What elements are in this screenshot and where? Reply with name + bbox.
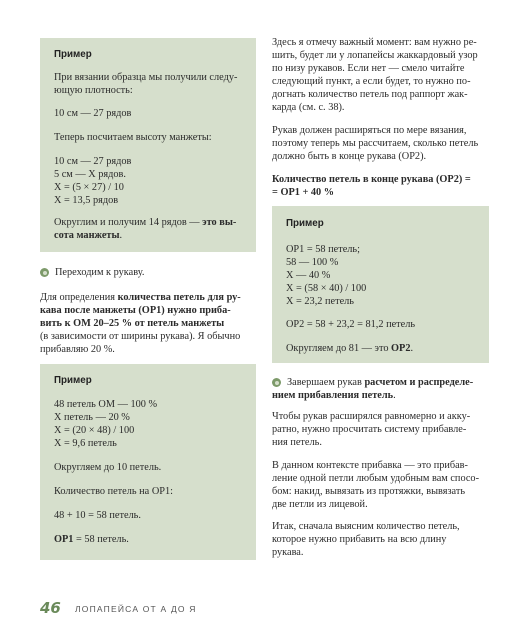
text-line bbox=[40, 291, 241, 304]
bold-text: это вы- bbox=[202, 217, 237, 228]
text-line: Количество петель на ОР1: bbox=[54, 486, 173, 497]
text-span: . bbox=[393, 390, 396, 401]
text-line: шить, будет ли у лопапейсы жаккардовый узор bbox=[272, 50, 478, 61]
text-line: Здесь я отмечу важный момент: вам нужно ре- bbox=[272, 37, 477, 48]
text-line: Х = (20 × 48) / 100 bbox=[54, 425, 135, 436]
text-span: Для определения bbox=[40, 292, 118, 303]
bullet-icon bbox=[40, 268, 49, 277]
text-line: Х = (5 × 27) / 10 bbox=[54, 182, 124, 193]
bold-text: нием прибавления петель bbox=[272, 390, 394, 401]
text-line: рукава. bbox=[272, 547, 304, 558]
text-line: ния петель. bbox=[272, 437, 322, 448]
text-line bbox=[54, 216, 236, 229]
text-line: Теперь посчитаем высоту манжеты: bbox=[54, 132, 212, 143]
text-line bbox=[286, 342, 413, 355]
text-line: Х = 9,6 петель bbox=[54, 438, 117, 449]
text-line: кава после манжеты (ОР1) нужно приба- bbox=[40, 305, 231, 316]
text-line: Х петель — 20 % bbox=[54, 412, 130, 423]
text-line: Чтобы рукав расширялся равномерно и акку- bbox=[272, 411, 471, 422]
bold-text: ОР1 bbox=[54, 534, 74, 545]
example-title: Пример bbox=[286, 218, 324, 229]
text-line: (в зависимости от ширины рукава). Я обычно bbox=[40, 331, 241, 342]
text-line: вить к ОМ 20–25 % от петель манжеты bbox=[40, 318, 225, 329]
formula-line: = ОР1 + 40 % bbox=[272, 187, 335, 198]
bold-text: ОР2 bbox=[391, 343, 411, 354]
text-span: = 58 петель. bbox=[73, 534, 129, 545]
text-line: по низу рукавов. Если нет — смело читайте bbox=[272, 63, 465, 74]
formula-line: Количество петель в конце рукава (ОР2) = bbox=[272, 174, 471, 185]
text-line: ющую плотность: bbox=[54, 85, 133, 96]
text-line: ОР2 = 58 + 23,2 = 81,2 петель bbox=[286, 319, 416, 330]
bold-text: сота манжеты bbox=[54, 230, 120, 241]
text-line: 58 — 100 % bbox=[286, 257, 339, 268]
text-line: Х = 23,2 петель bbox=[286, 296, 354, 307]
text-line: 10 см — 27 рядов bbox=[54, 156, 132, 167]
text-line: догнать количество петель под раппорт жак- bbox=[272, 89, 468, 100]
text-line: Округляем до 10 петель. bbox=[54, 462, 162, 473]
text-span: Завершаем рукав bbox=[287, 377, 365, 388]
text-line: две петли из лицевой. bbox=[272, 499, 368, 510]
section-bullet-text bbox=[287, 376, 473, 389]
text-line bbox=[54, 533, 129, 546]
text-line: 10 см — 27 рядов bbox=[54, 108, 132, 119]
text-line bbox=[54, 229, 122, 242]
section-bullet-text: Переходим к рукаву. bbox=[55, 267, 145, 278]
text-line: Х = 13,5 рядов bbox=[54, 195, 119, 206]
text-line: При вязании образца мы получили следу- bbox=[54, 72, 238, 83]
text-line: ление одной петли любым удобным вам спосо- bbox=[272, 473, 479, 484]
text-line: Рукав должен расширяться по мере вязания, bbox=[272, 125, 467, 136]
text-span: Округлим и получим 14 рядов — bbox=[54, 217, 203, 228]
running-head: ЛОПАПЕЙСА ОТ А ДО Я bbox=[75, 604, 197, 614]
text-line: 48 + 10 = 58 петель. bbox=[54, 510, 141, 521]
section-bullet-text bbox=[272, 389, 396, 402]
page-number: 46 bbox=[40, 599, 61, 617]
text-line: Х — 40 % bbox=[286, 270, 331, 281]
text-line: должно быть в конце рукава (ОР2). bbox=[272, 151, 427, 162]
text-span: . bbox=[119, 230, 123, 241]
text-line: карда (см. с. 38). bbox=[272, 102, 345, 113]
text-span: Округляем до 81 — это bbox=[286, 343, 392, 354]
bold-text: количества петель для ру- bbox=[117, 292, 241, 303]
text-line: Х = (58 × 40) / 100 bbox=[286, 283, 367, 294]
bold-text: расчетом и распределе- bbox=[364, 377, 474, 388]
text-line: прибавляю 20 %. bbox=[40, 344, 115, 355]
text-line: 48 петель ОМ — 100 % bbox=[54, 399, 158, 410]
text-line: 5 см — Х рядов. bbox=[54, 169, 126, 180]
text-line: которое нужно прибавить на всю длину bbox=[272, 534, 447, 545]
text-line: следующий пункт, а если будет, то нужно по- bbox=[272, 76, 471, 87]
text-line: ОР1 = 58 петель; bbox=[286, 244, 360, 255]
text-line: поэтому теперь мы рассчитаем, сколько петель bbox=[272, 138, 479, 149]
text-line: Итак, сначала выясним количество петель, bbox=[272, 521, 460, 532]
text-line: бом: накид, вывязать из протяжки, вывязать bbox=[272, 486, 466, 497]
bullet-icon bbox=[272, 378, 281, 387]
example-title: Пример bbox=[54, 49, 92, 60]
text-line: ратно, нужно просчитать систему прибавле- bbox=[272, 424, 467, 435]
text-line: В данном контексте прибавка — это прибав- bbox=[272, 460, 468, 471]
example-title: Пример bbox=[54, 375, 92, 386]
text-span: . bbox=[410, 343, 414, 354]
